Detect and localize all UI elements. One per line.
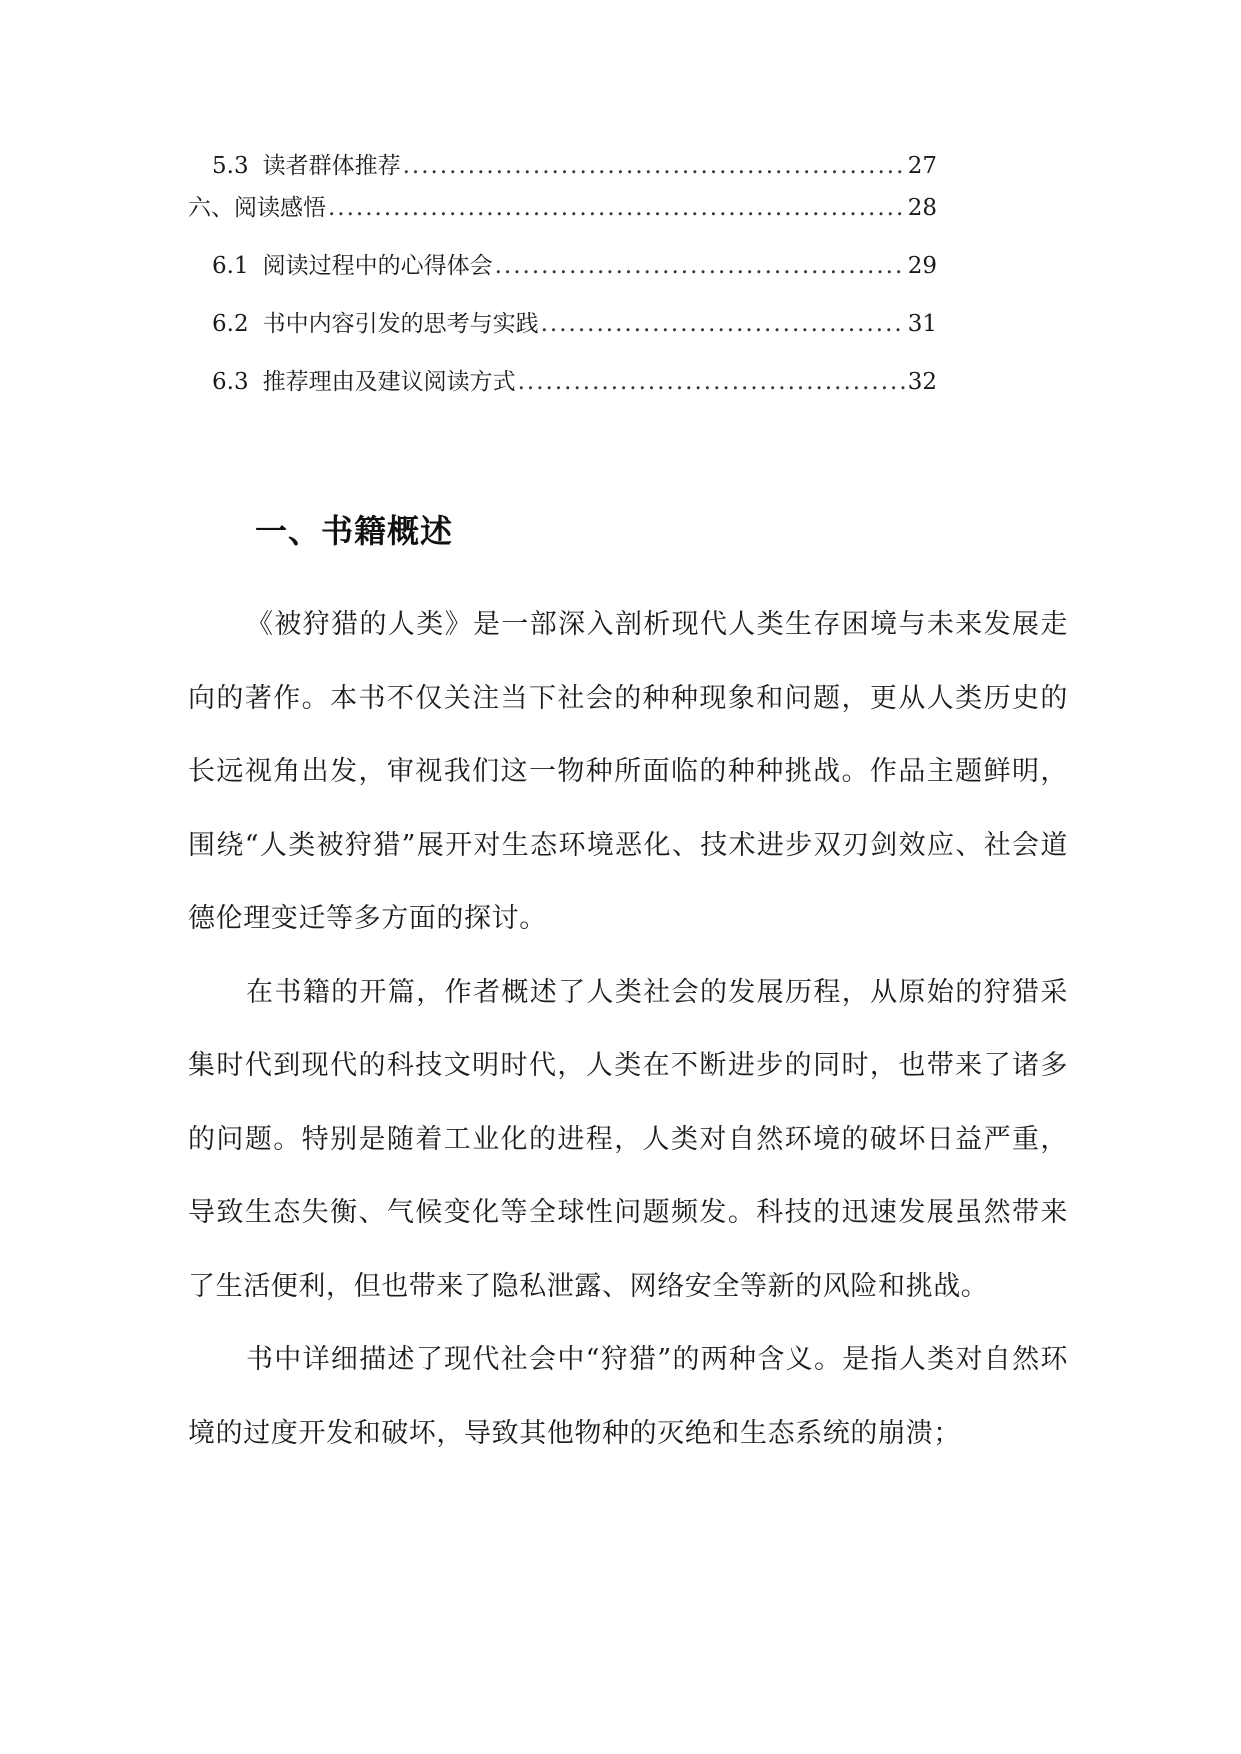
body-paragraph: 书中详细描述了现代社会中“狩猎”的两种含义。是指人类对自然环境的过度开发和破坏，导致其他物种的灭绝和生态系统的崩溃；	[188, 1344, 1068, 1449]
toc-entry-page: 27	[907, 153, 937, 179]
toc-dot-leader	[495, 250, 906, 282]
toc-entry-number: 6.1	[212, 253, 249, 279]
toc-entry-title: 读者群体推荐	[262, 153, 401, 179]
toc-dot-leader	[541, 308, 906, 340]
body-paragraph: 《被狩猎的人类》是一部深入剖析现代人类生存困境与未来发展走向的著作。本书不仅关注当下社会的种种现象和问题，更从人类历史的长远视角出发，审视我们这一物种所面临的种种挑战。作品主题鲜明，围绕“人类被狩猎”展开对生态环境恶化、技术进步双刃剑效应、社会道德伦理变迁等多方面的探讨。	[188, 609, 1068, 934]
toc-entry-number: 6.2	[212, 311, 249, 337]
toc-entry-number: 5.3	[212, 153, 249, 179]
toc-entry-title: 六、阅读感悟	[188, 195, 326, 221]
toc-entry-page: 29	[907, 253, 937, 279]
toc-entry-page: 28	[907, 195, 937, 221]
toc-entry-title: 推荐理由及建议阅读方式	[262, 369, 516, 395]
toc-entry[interactable]	[188, 192, 937, 224]
toc-dot-leader	[328, 192, 906, 224]
toc-entry-page: 31	[907, 311, 937, 337]
body-paragraph: 在书籍的开篇，作者概述了人类社会的发展历程，从原始的狩猎采集时代到现代的科技文明时代，人类在不断进步的同时，也带来了诸多的问题。特别是随着工业化的进程，人类对自然环境的破坏日益严重，导致生态失衡、气候变化等全球性问题频发。科技的迅速发展虽然带来了生活便利，但也带来了隐私泄露、网络安全等新的风险和挑战。	[188, 976, 1068, 1302]
toc-entry-page: 32	[907, 369, 937, 395]
toc-entry[interactable]	[212, 366, 937, 398]
toc-entry-number: 6.3	[212, 369, 249, 395]
toc-entry-title: 阅读过程中的心得体会	[262, 253, 493, 279]
section-body	[188, 588, 1068, 1470]
toc-entry[interactable]	[212, 250, 937, 282]
toc-entry[interactable]	[212, 308, 937, 340]
toc-entry-title: 书中内容引发的思考与实践	[262, 311, 539, 337]
toc-dot-leader	[403, 150, 906, 182]
toc-entry[interactable]	[212, 150, 937, 182]
section-heading: 一、书籍概述	[255, 512, 454, 550]
toc-dot-leader	[518, 366, 906, 398]
